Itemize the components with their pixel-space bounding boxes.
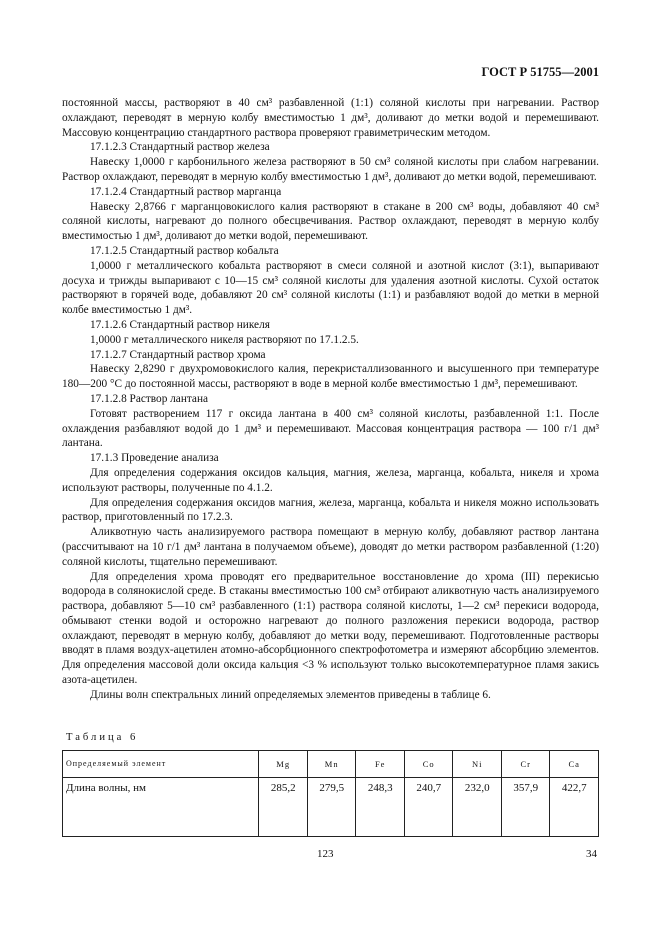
- header-cell-element: Cr: [501, 751, 550, 778]
- header-cell-element: Mg: [259, 751, 308, 778]
- header-cell-element: Mn: [307, 751, 356, 778]
- paragraph: Для определения содержания оксидов кальция, магния, железа, марганца, кобальта, никеля и хрома используют растворы, полученные по 4.1.2.: [62, 466, 599, 494]
- paragraph: 1,0000 г металлического кобальта растворяют в смеси соляной и азотной кислот (3:1), выпаривают досуха и трижды выпаривают с 10—15 см³ соляной кислоты для удаления азотной кислоты. Сухой остаток растворяют в горячей воде, добавляют 20 см³ соляной кислоты (1:1) и разбавляют водой до метки в мерной колбе вместимостью 1 дм³.: [62, 259, 599, 317]
- table-cell-wavelength: 232,0: [453, 778, 502, 837]
- table-cell-wavelength: 285,2: [259, 778, 308, 837]
- table-cell-wavelength: 357,9: [501, 778, 550, 837]
- paragraph: 17.1.2.4 Стандартный раствор марганца: [90, 185, 282, 198]
- paragraph: Длины волн спектральных линий определяемых элементов приведены в таблице 6.: [90, 688, 491, 701]
- header-cell-element: Fe: [356, 751, 405, 778]
- table-caption: Таблица 6: [66, 732, 139, 743]
- paragraph: 17.1.2.7 Стандартный раствор хрома: [90, 348, 266, 361]
- paragraph: Для определения содержания оксидов магния, железа, марганца, кобальта и никеля можно использовать раствор, приготовленный по 17.2.3.: [62, 496, 599, 524]
- wavelength-table: [62, 750, 599, 837]
- paragraph: 17.1.3 Проведение анализа: [90, 452, 219, 465]
- table-cell-wavelength: 422,7: [550, 778, 599, 837]
- paragraph: 17.1.2.5 Стандартный раствор кобальта: [90, 244, 279, 257]
- header-cell-element: Ca: [550, 751, 599, 778]
- paragraph: Аликвотную часть анализируемого раствора помещают в мерную колбу, добавляют раствор лантана (рассчитывают на 10 г/1 дм³ лантана в получаемом объеме), доводят до метки раствором разбавленной (1:20) соляной кислоты, тщательно перемешивают.: [62, 526, 599, 568]
- row-label-wavelength: Длина волны, нм: [63, 778, 259, 837]
- paragraph: 1,0000 г металлического никеля растворяют по 17.1.2.5.: [90, 333, 359, 346]
- paragraph: 17.1.2.8 Раствор лантана: [90, 392, 209, 405]
- header-element-label: Определяемый элемент: [63, 751, 259, 778]
- paragraph: Навеску 2,8290 г двухромовокислого калия, перекристаллизованного и высушенного при температуре 180—200 °С до постоянной массы, растворяют в воде в мерной колбе вместимостью 1 дм³, перемешивают.: [62, 363, 599, 391]
- paragraph: постоянной массы, растворяют в 40 см³ разбавленной (1:1) соляной кислоты при нагревании. Раствор охлаждают, переводят в мерную колбу вместимостью 1 дм³, доливают до метки водой и перемешивают. Массовую концентрацию стандартного раствора проверяют гравиметрическим методом.: [62, 97, 599, 139]
- paragraph: 17.1.2.3 Стандартный раствор железа: [90, 141, 270, 154]
- document-body: [62, 96, 599, 703]
- table-cell-wavelength: 240,7: [404, 778, 453, 837]
- paragraph: 17.1.2.6 Стандартный раствор никеля: [90, 318, 270, 331]
- table-row: [63, 778, 599, 837]
- paragraph: Навеску 2,8766 г марганцовокислого калия растворяют в стакане в 200 см³ воды, добавляют 40 см³ соляной кислоты, нагревают до полного обесцвечивания. Раствор охлаждают, переводят в мерную колбу вместимостью 1 дм³, доливают до метки водой, перемешивают.: [62, 200, 599, 243]
- header-cell-element: Ni: [453, 751, 502, 778]
- table-cell-wavelength: 248,3: [356, 778, 405, 837]
- table-header-row: [63, 751, 599, 778]
- page-number: 123: [317, 848, 334, 860]
- table-cell-wavelength: 279,5: [307, 778, 356, 837]
- paragraph: Для определения хрома проводят его предварительное восстановление до хрома (III) перекисью водорода в солянокислой среде. В стаканы вместимостью 100 см³ отбирают аликвотную часть анализируемого раствора, добавляют 5—10 см³ разбавленного (1:1) раствора соляной кислоты, 1—2 см³ перекиси водорода, обмывают стенки водой и осторожно нагревают до полного разложения перекиси водорода, раствор охлаждают, переводят в мерную колбу, добавляют до метки воду, перемешивают. Подготовленные растворы вводят в пламя воздух-ацетилен атомно-абсорбционного спектрофотометра и измеряют абсорбцию элементов. Для определения массовой доли оксида кальция <3 % используют только высокотемпературное пламя закись азота-ацетилен.: [62, 570, 599, 687]
- document-standard-code: ГОСТ Р 51755—2001: [481, 65, 599, 79]
- sheet-number: 34: [586, 848, 597, 860]
- paragraph: Навеску 1,0000 г карбонильного железа растворяют в 50 см³ соляной кислоты при слабом нагревании. Раствор охлаждают, переводят в мерную колбу вместимостью 1 дм³, доливают до метки водой, перемешивают.: [62, 156, 599, 183]
- paragraph: Готовят растворением 117 г оксида лантана в 400 см³ соляной кислоты, разбавленной 1:1. После охлаждения разбавляют водой до 1 дм³ и перемешивают. Массовая концентрация раствора — 100 г/1 дм³ лантана.: [62, 407, 599, 450]
- header-cell-element: Co: [404, 751, 453, 778]
